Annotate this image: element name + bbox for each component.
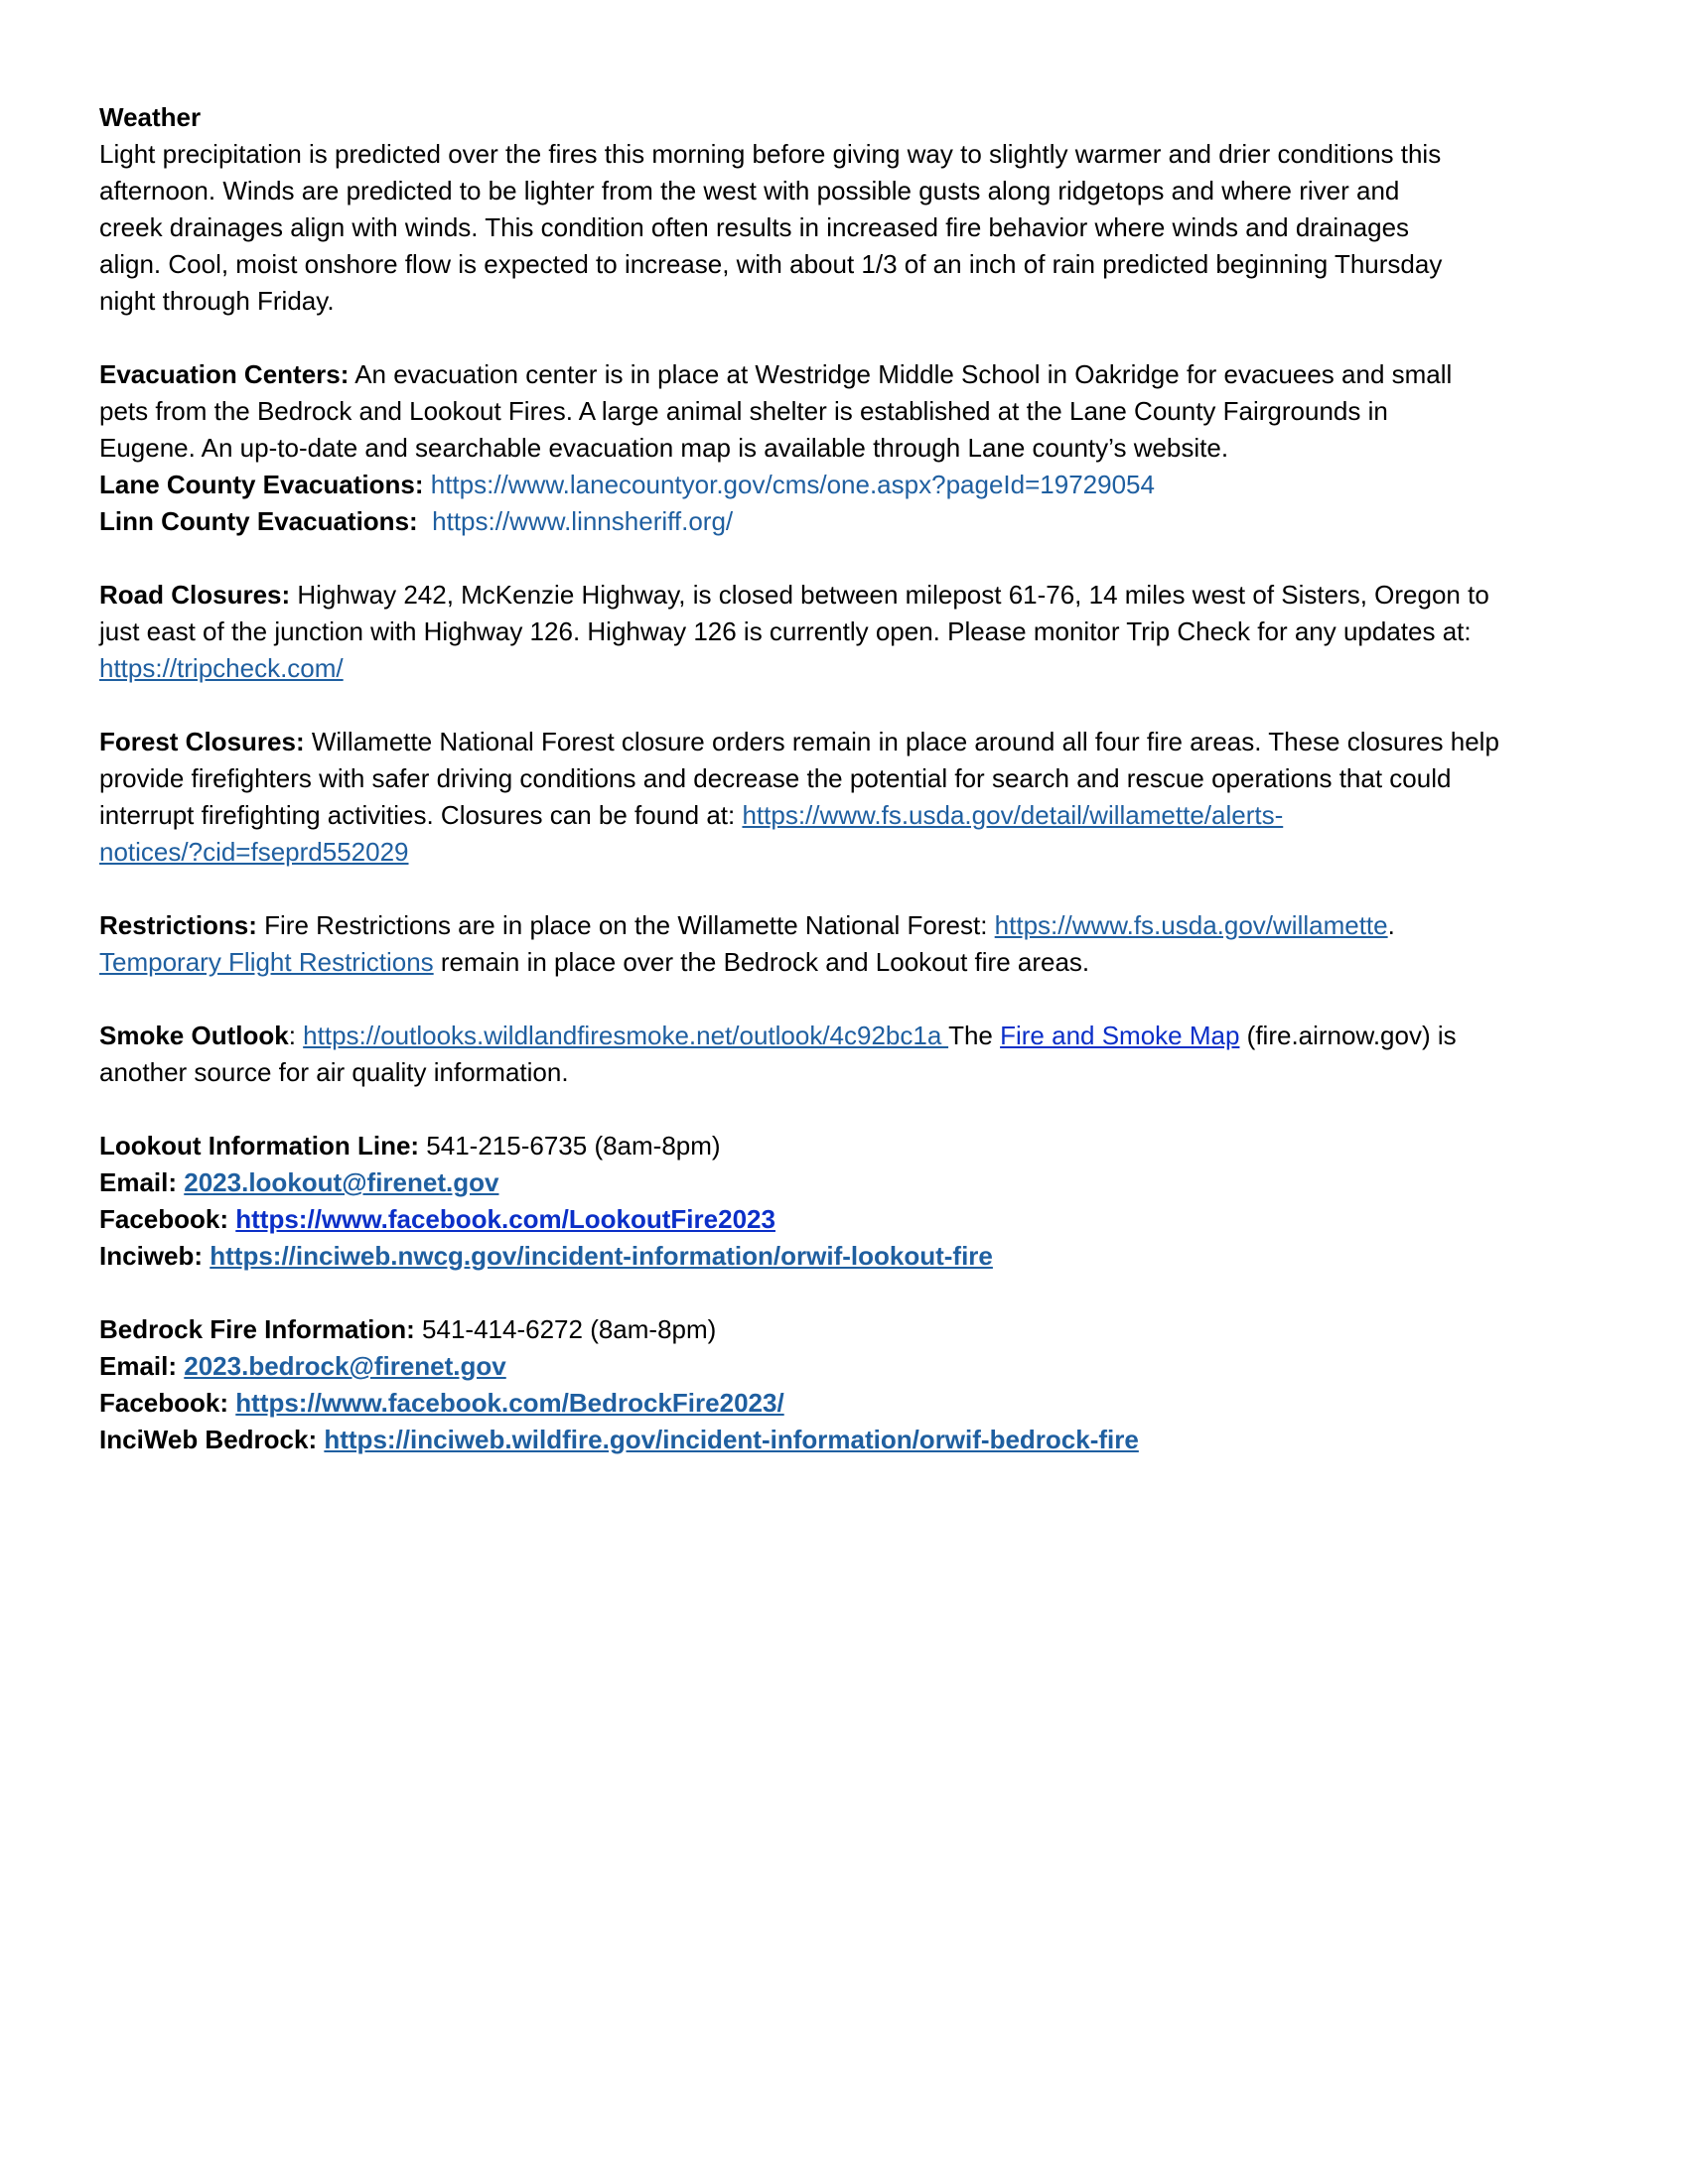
weather-heading: Weather	[99, 102, 202, 132]
bedrock-inciweb-link[interactable]: https://inciweb.wildfire.gov/incident-information/orwif-bedrock-fire	[324, 1425, 1139, 1454]
lookout-info-line: Lookout Information Line: 541-215-6735 (8am-8pm)	[99, 1131, 721, 1160]
weather-line: creek drainages align with winds. This condition often results in increased fire behavior where winds and drainages	[99, 212, 1410, 242]
evacuation-section	[99, 356, 1599, 540]
lane-evacuations-line: Lane County Evacuations: https://www.lanecountyor.gov/cms/one.aspx?pageId=19729054	[99, 470, 1155, 499]
weather-section	[99, 99, 1599, 320]
weather-line: Light precipitation is predicted over the fires this morning before giving way to slightly warmer and drier conditions this	[99, 139, 1442, 169]
forest-closures-section	[99, 724, 1599, 871]
forest-closures-line: Forest Closures: Willamette National Forest closure orders remain in place around all four fire areas. These closures help	[99, 727, 1499, 756]
weather-line: align. Cool, moist onshore flow is expected to increase, with about 1/3 of an inch of rain predicted beginning Thursday	[99, 249, 1443, 279]
lookout-inciweb-link[interactable]: https://inciweb.nwcg.gov/incident-information/orwif-lookout-fire	[210, 1241, 993, 1271]
evacuation-line: Evacuation Centers: An evacuation center is in place at Westridge Middle School in Oakridge for evacuees and small	[99, 359, 1453, 389]
forest-closures-line	[99, 834, 1599, 871]
road-closures-line	[99, 650, 1599, 687]
bedrock-facebook-link[interactable]: https://www.facebook.com/BedrockFire2023/	[235, 1388, 784, 1418]
road-closures-label: Road Closures:	[99, 580, 291, 610]
weather-line: afternoon. Winds are predicted to be lighter from the west with possible gusts along ridgetops and where river and	[99, 176, 1400, 205]
forest-closures-line: interrupt firefighting activities. Closures can be found at: https://www.fs.usda.gov/detail/willamette/alerts-	[99, 800, 1284, 830]
lookout-email-link[interactable]: 2023.lookout@firenet.gov	[184, 1167, 499, 1197]
lane-evacuations-link[interactable]: https://www.lanecountyor.gov/cms/one.aspx?pageId=19729054	[430, 470, 1155, 499]
bedrock-email-link[interactable]: 2023.bedrock@firenet.gov	[184, 1351, 506, 1381]
evacuation-line: Eugene. An up-to-date and searchable evacuation map is available through Lane county’s website.	[99, 433, 1229, 463]
lookout-facebook-link[interactable]: https://www.facebook.com/LookoutFire2023	[235, 1204, 775, 1234]
restrictions-line: Restrictions: Fire Restrictions are in place on the Willamette National Forest: https://www.fs.usda.gov/willamette.	[99, 910, 1395, 940]
restrictions-label: Restrictions:	[99, 910, 257, 940]
road-closures-section	[99, 577, 1599, 687]
evacuation-line: pets from the Bedrock and Lookout Fires. A large animal shelter is established at the Lane County Fairgrounds in	[99, 396, 1388, 426]
smoke-outlook-section	[99, 1018, 1599, 1091]
evacuation-label: Evacuation Centers:	[99, 359, 350, 389]
lookout-email-line: Email: 2023.lookout@firenet.gov	[99, 1167, 499, 1197]
lookout-contacts-section	[99, 1128, 1599, 1275]
smoke-outlook-label: Smoke Outlook	[99, 1021, 289, 1050]
bedrock-facebook-line: Facebook: https://www.facebook.com/BedrockFire2023/	[99, 1388, 784, 1418]
smoke-outlook-line: another source for air quality information.	[99, 1057, 569, 1087]
forest-alerts-link-continued[interactable]: notices/?cid=fseprd552029	[99, 837, 409, 867]
bedrock-inciweb-line: InciWeb Bedrock: https://inciweb.wildfire.gov/incident-information/orwif-bedrock-fire	[99, 1425, 1139, 1454]
lookout-inciweb-line: Inciweb: https://inciweb.nwcg.gov/incident-information/orwif-lookout-fire	[99, 1241, 993, 1271]
bedrock-info-line: Bedrock Fire Information: 541-414-6272 (8am-8pm)	[99, 1314, 717, 1344]
document-content	[99, 99, 1599, 1495]
fire-and-smoke-map-link[interactable]: Fire and Smoke Map	[1000, 1021, 1240, 1050]
road-closures-line: just east of the junction with Highway 126. Highway 126 is currently open. Please monitor Trip Check for any updates at:	[99, 616, 1472, 646]
lookout-facebook-line: Facebook: https://www.facebook.com/LookoutFire2023	[99, 1204, 775, 1234]
restrictions-line: Temporary Flight Restrictions remain in place over the Bedrock and Lookout fire areas.	[99, 947, 1090, 977]
restrictions-section	[99, 907, 1599, 981]
road-closures-line: Road Closures: Highway 242, McKenzie Highway, is closed between milepost 61-76, 14 miles west of Sisters, Oregon to	[99, 580, 1489, 610]
forest-alerts-link[interactable]: https://www.fs.usda.gov/detail/willamette/alerts-	[742, 800, 1284, 830]
tripcheck-link[interactable]: https://tripcheck.com/	[99, 653, 344, 683]
bedrock-contacts-section	[99, 1311, 1599, 1458]
forest-closures-label: Forest Closures:	[99, 727, 305, 756]
linn-evacuations-link[interactable]: https://www.linnsheriff.org/	[432, 506, 734, 536]
willamette-link[interactable]: https://www.fs.usda.gov/willamette	[994, 910, 1388, 940]
smoke-outlook-line: Smoke Outlook: https://outlooks.wildlandfiresmoke.net/outlook/4c92bc1a The Fire and Smoke Map (fire.airnow.gov) is	[99, 1021, 1457, 1050]
temporary-flight-restrictions-link[interactable]: Temporary Flight Restrictions	[99, 947, 434, 977]
smoke-outlook-link[interactable]: https://outlooks.wildlandfiresmoke.net/outlook/4c92bc1a	[303, 1021, 949, 1050]
linn-evacuations-line: Linn County Evacuations: https://www.linnsheriff.org/	[99, 506, 734, 536]
weather-line: night through Friday.	[99, 286, 335, 316]
forest-closures-line: provide firefighters with safer driving conditions and decrease the potential for search and rescue operations that could	[99, 763, 1452, 793]
bedrock-email-line: Email: 2023.bedrock@firenet.gov	[99, 1351, 506, 1381]
